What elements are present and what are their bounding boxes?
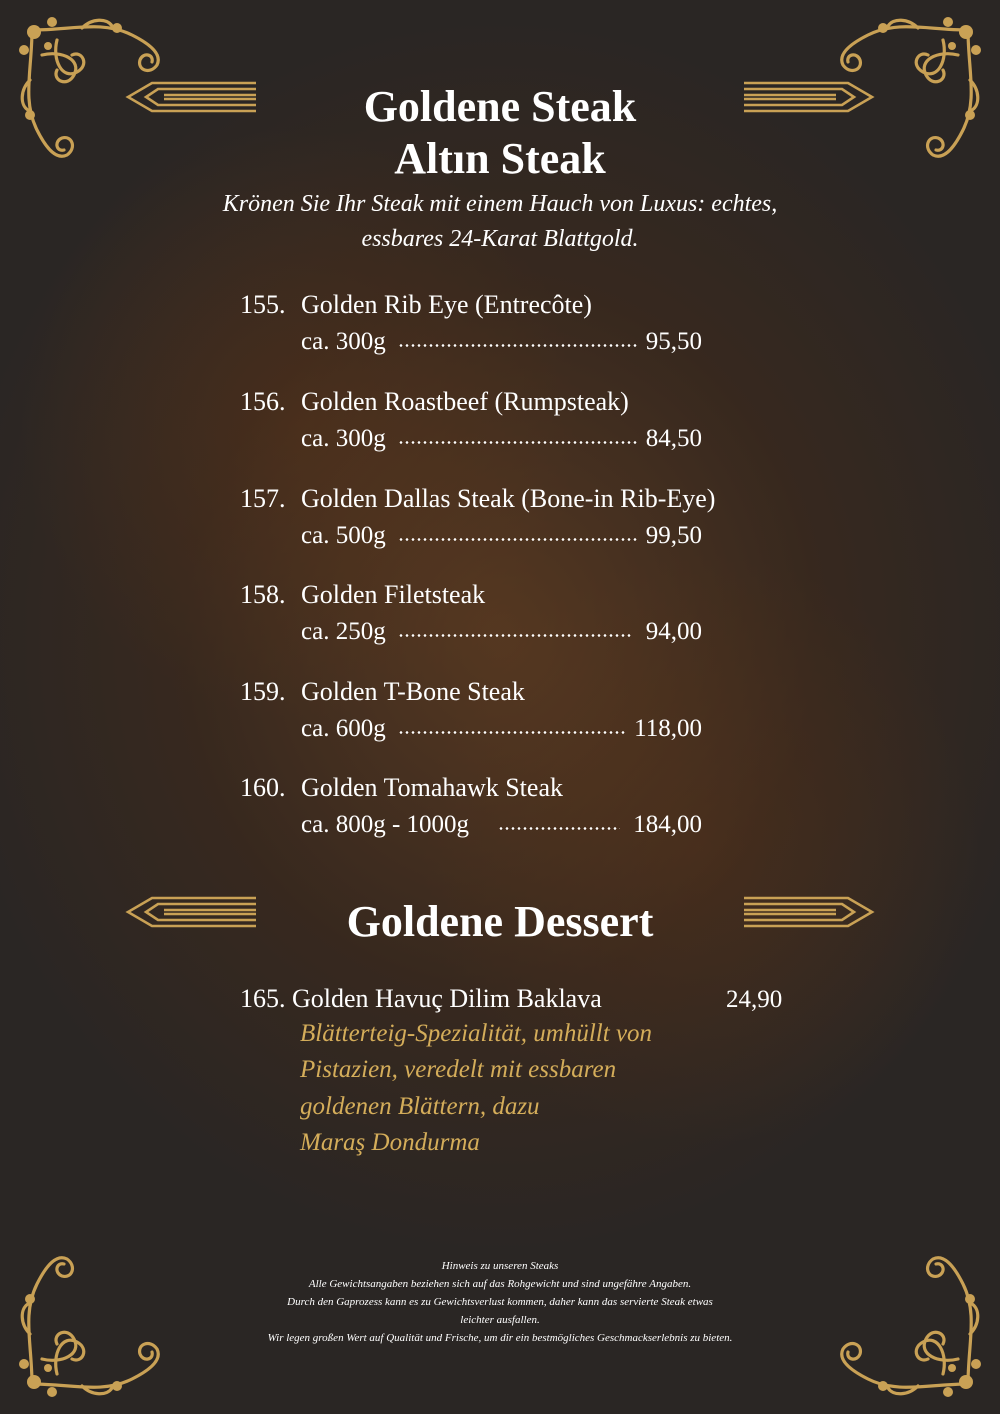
item-name: Golden Roastbeef (Rumpsteak) bbox=[301, 387, 629, 416]
leader-dots bbox=[398, 538, 638, 541]
leader-dots bbox=[498, 827, 620, 830]
footer-note: Alle Gewichtsangaben beziehen sich auf das Rohgewicht und sind ungefähre Angaben. bbox=[308, 1278, 692, 1290]
item-price: 118,00 bbox=[634, 715, 702, 742]
item-weight: ca. 250g bbox=[301, 618, 386, 645]
dessert-description: Maraş Dondurma bbox=[300, 1129, 480, 1156]
item-price: 99,50 bbox=[645, 522, 702, 549]
item-name: Golden Dallas Steak (Bone-in Rib-Eye) bbox=[301, 484, 716, 513]
item-price: 95,50 bbox=[645, 328, 702, 355]
footer-note: Durch den Gaprozess kann es zu Gewichtsverlust kommen, daher kann das servierte Steak etwas bbox=[287, 1296, 713, 1308]
item-number: 159. bbox=[240, 677, 286, 706]
dessert-description: Blätterteig-Spezialität, umhüllt von bbox=[300, 1020, 653, 1047]
item-weight: ca. 800g - 1000g bbox=[301, 811, 470, 838]
subtitle-line: essbares 24-Karat Blattgold. bbox=[361, 226, 639, 252]
item-price: 84,50 bbox=[645, 425, 702, 452]
item-weight: ca. 500g bbox=[301, 522, 386, 549]
dessert-name: 165. Golden Havuç Dilim Baklava bbox=[240, 984, 602, 1013]
item-number: 157. bbox=[240, 484, 286, 513]
page-title-secondary: Altın Steak bbox=[394, 134, 606, 183]
leader-dots bbox=[398, 344, 638, 347]
item-weight: ca. 300g bbox=[301, 328, 386, 355]
dessert-description: Pistazien, veredelt mit essbaren bbox=[300, 1056, 617, 1083]
subtitle-line: Krönen Sie Ihr Steak mit einem Hauch von Luxus: echtes, bbox=[222, 191, 778, 217]
item-weight: ca. 300g bbox=[301, 425, 386, 452]
footer-note: Hinweis zu unseren Steaks bbox=[441, 1260, 559, 1272]
leader-dots bbox=[398, 731, 626, 734]
leader-dots bbox=[398, 441, 638, 444]
page-title: Goldene Steak bbox=[363, 82, 637, 131]
item-weight: ca. 600g bbox=[301, 715, 386, 742]
footer-note: leichter ausfallen. bbox=[460, 1314, 540, 1326]
item-price: 94,00 bbox=[645, 618, 702, 645]
footer-note: Wir legen großen Wert auf Qualität und Frische, um dir ein bestmögliches Geschmackserlebnis zu bieten. bbox=[267, 1332, 733, 1344]
item-number: 160. bbox=[240, 773, 286, 802]
section-title: Goldene Dessert bbox=[346, 897, 654, 946]
leader-dots bbox=[398, 634, 632, 637]
item-price: 184,00 bbox=[633, 811, 702, 838]
item-number: 158. bbox=[240, 580, 286, 609]
dessert-price: 24,90 bbox=[726, 986, 783, 1013]
item-number: 155. bbox=[240, 290, 286, 319]
item-name: Golden Filetsteak bbox=[301, 580, 486, 609]
dessert-description: goldenen Blättern, dazu bbox=[300, 1093, 540, 1120]
item-name: Golden T-Bone Steak bbox=[301, 677, 525, 706]
item-name: Golden Tomahawk Steak bbox=[301, 773, 563, 802]
item-number: 156. bbox=[240, 387, 286, 416]
item-name: Golden Rib Eye (Entrecôte) bbox=[301, 290, 592, 319]
